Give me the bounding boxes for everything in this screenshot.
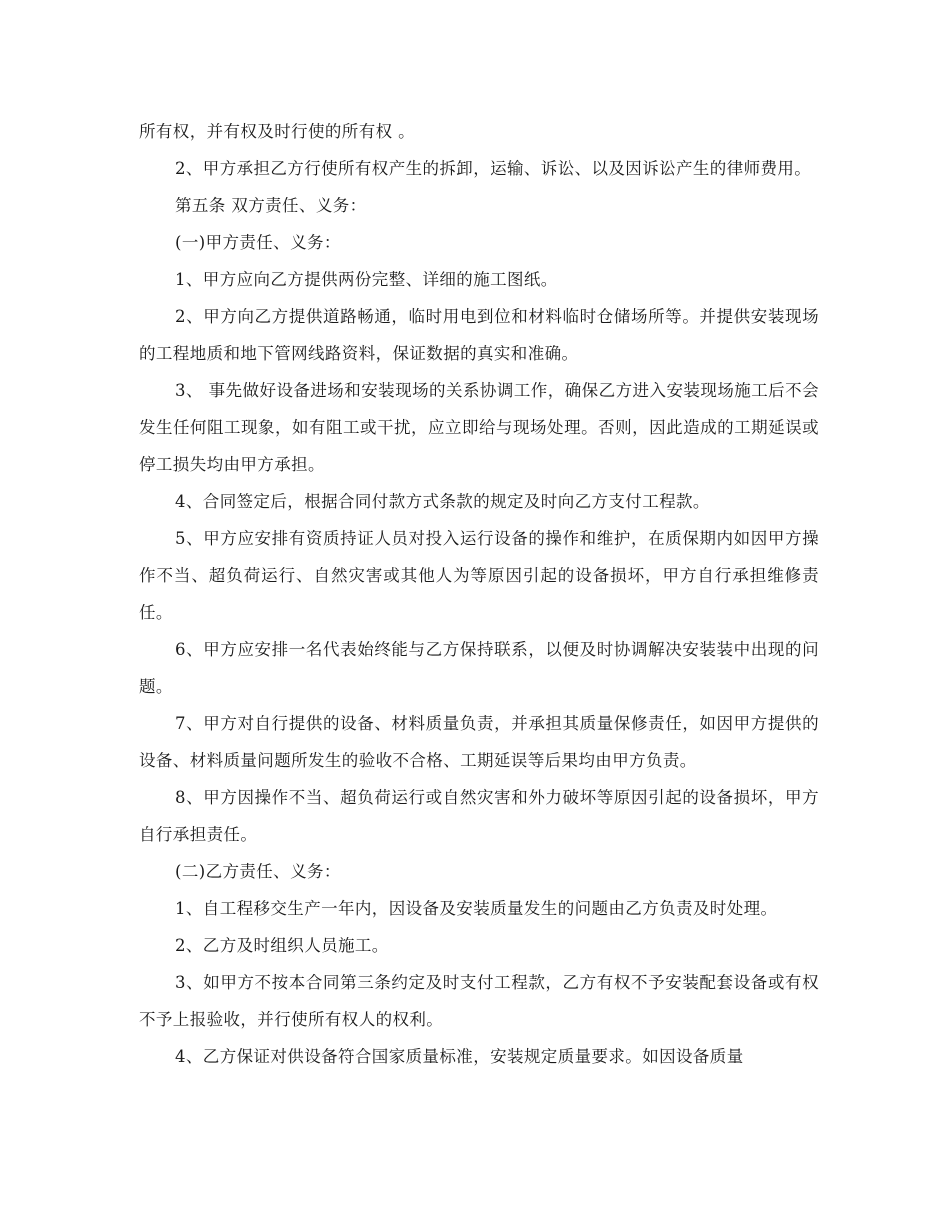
party-a-item-6: 6、甲方应安排一名代表始终能与乙方保持联系，以便及时协调解决安装装中出现的问题。 bbox=[139, 640, 819, 696]
subsection-heading-party-a: (一)甲方责任、义务： bbox=[175, 233, 341, 252]
party-b-item-1: 1、自工程移交生产一年内，因设备及安装质量发生的问题由乙方负责及时处理。 bbox=[175, 899, 778, 918]
party-a-item-1: 1、甲方应向乙方提供两份完整、详细的施工图纸。 bbox=[175, 270, 558, 289]
party-a-item-3: 3、 事先做好设备进场和安装现场的关系协调工作，确保乙方进入安装现场施工后不会发生任何阻工现象，如有阻工或干扰，应立即给与现场处理。否则，因此造成的工期延误或停工损失均由甲方承担。 bbox=[139, 381, 819, 474]
document-body bbox=[139, 113, 819, 1075]
party-b-item-3: 3、如甲方不按本合同第三条约定及时支付工程款，乙方有权不予安装配套设备或有权不予上报验收，并行使所有权人的权利。 bbox=[139, 973, 819, 1029]
party-a-item-5: 5、甲方应安排有资质持证人员对投入运行设备的操作和维护，在质保期内如因甲方操作不当、超负荷运行、自然灾害或其他人为等原因引起的设备损坏，甲方自行承担维修责任。 bbox=[139, 529, 819, 622]
paragraph-ownership-continued: 所有权，并有权及时行使的所有权 。 bbox=[139, 122, 416, 141]
party-b-item-4: 4、乙方保证对供设备符合国家质量标准，安装规定质量要求。如因设备质量 bbox=[175, 1047, 744, 1066]
section-heading-article-5: 第五条 双方责任、义务： bbox=[175, 196, 367, 215]
subsection-heading-party-b: (二)乙方责任、义务： bbox=[175, 862, 341, 881]
party-a-item-8: 8、甲方因操作不当、超负荷运行或自然灾害和外力破坏等原因引起的设备损坏，甲方自行承担责任。 bbox=[139, 788, 819, 844]
party-b-item-2: 2、乙方及时组织人员施工。 bbox=[175, 936, 389, 955]
paragraph-clause-4-item-2: 2、甲方承担乙方行使所有权产生的拆卸，运输、诉讼、以及因诉讼产生的律师费用。 bbox=[175, 159, 812, 178]
party-a-item-2: 2、甲方向乙方提供道路畅通，临时用电到位和材料临时仓储场所等。并提供安装现场的工程地质和地下管网线路资料，保证数据的真实和准确。 bbox=[139, 307, 819, 363]
party-a-item-7: 7、甲方对自行提供的设备、材料质量负责，并承担其质量保修责任，如因甲方提供的设备、材料质量问题所发生的验收不合格、工期延误等后果均由甲方负责。 bbox=[139, 714, 819, 770]
party-a-item-4: 4、合同签定后，根据合同付款方式条款的规定及时向乙方支付工程款。 bbox=[175, 492, 710, 511]
